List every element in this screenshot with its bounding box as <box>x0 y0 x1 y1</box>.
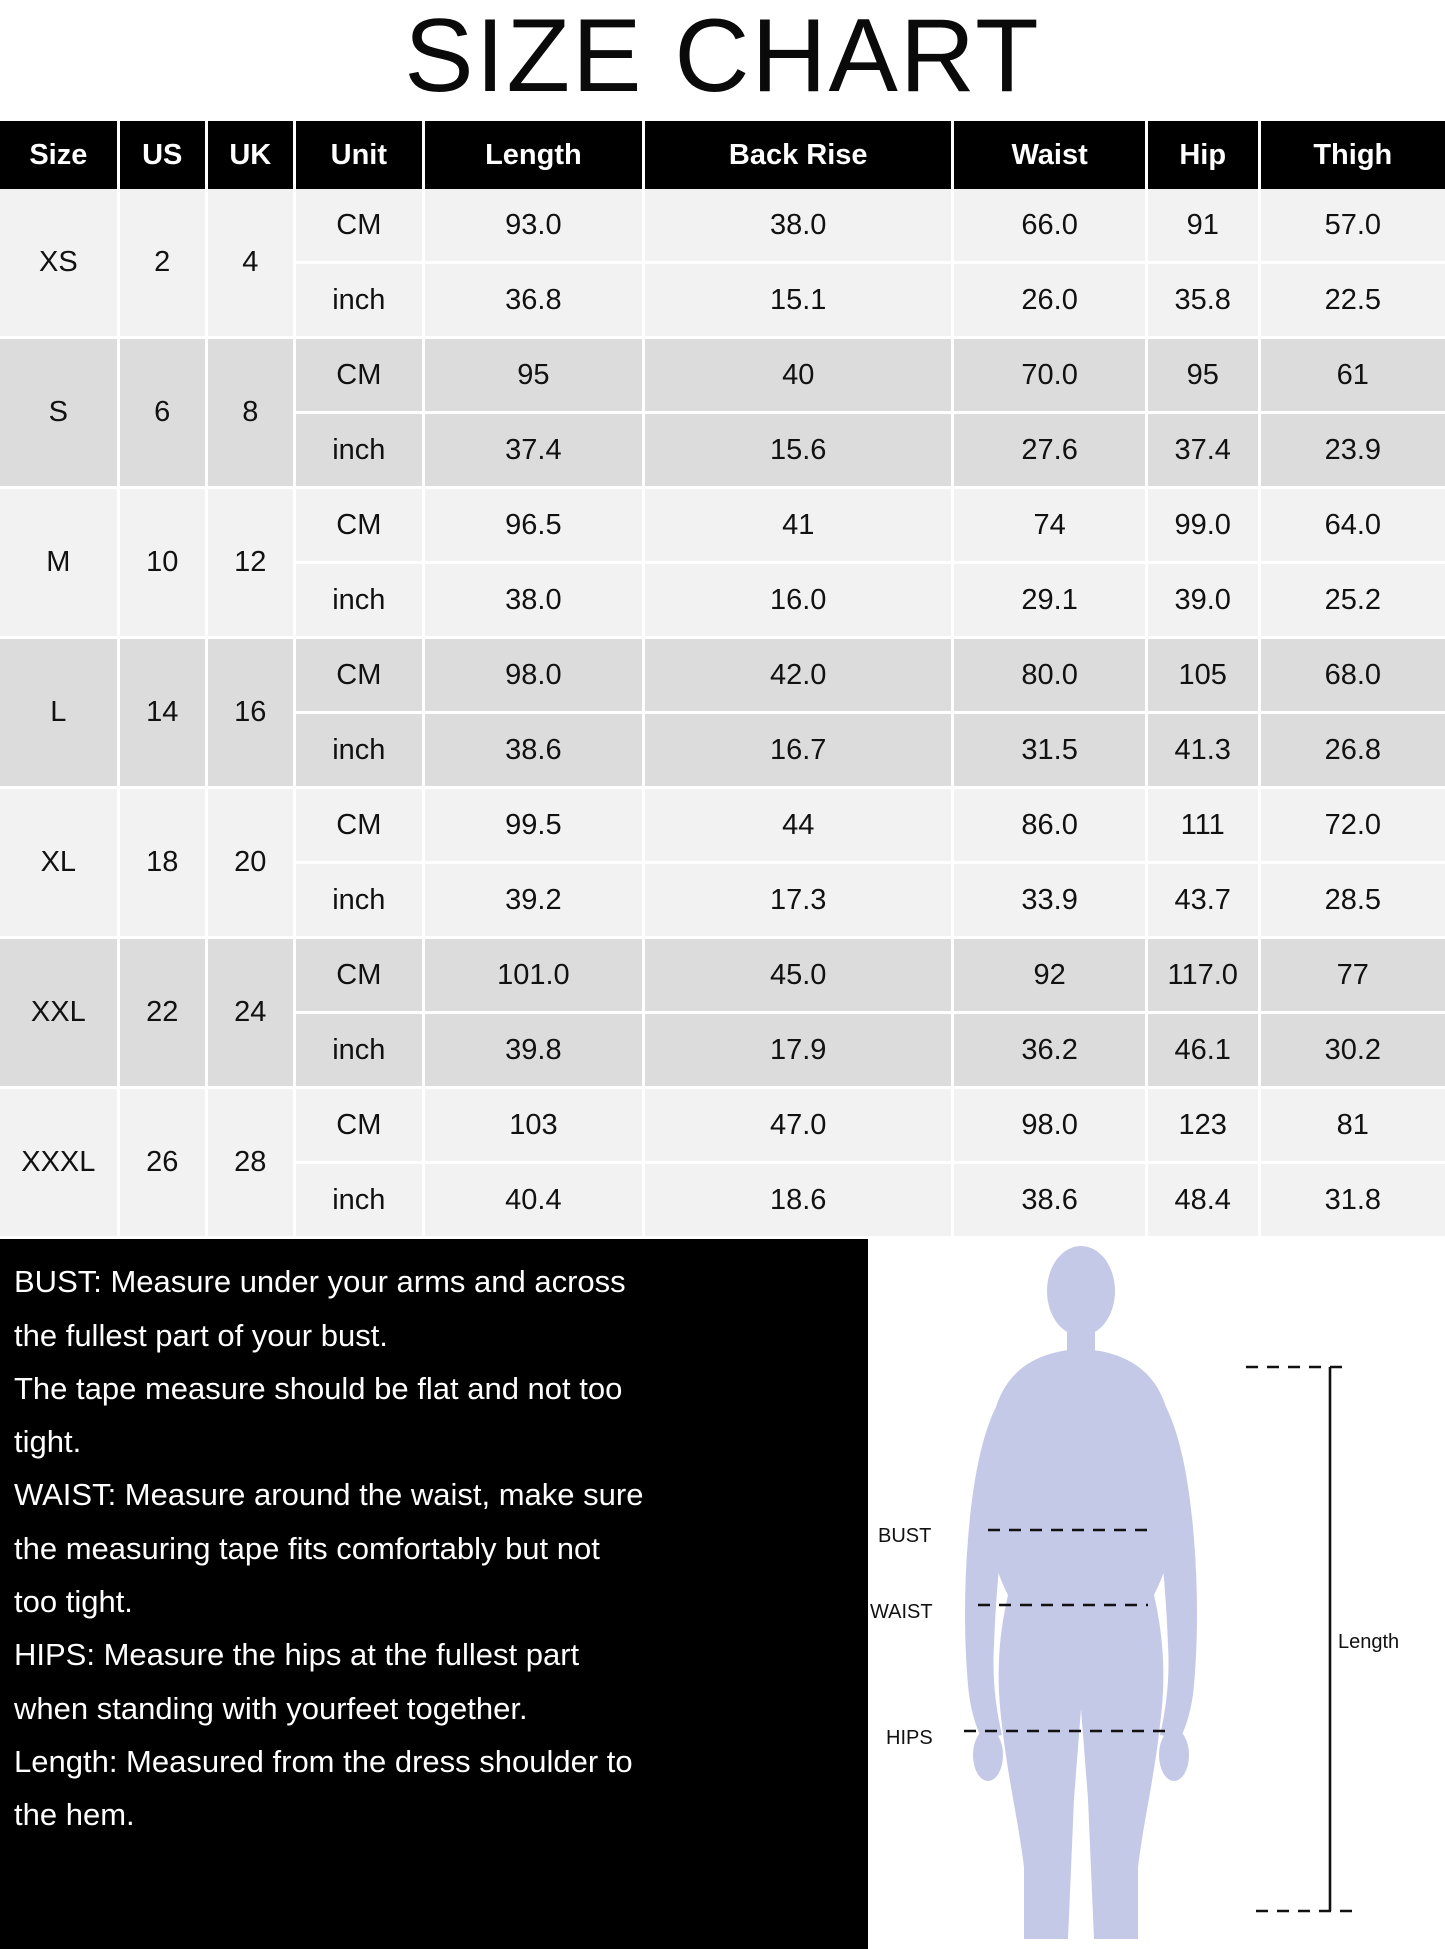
cell-length: 99.5 <box>423 788 643 863</box>
table-header-row <box>0 121 1445 189</box>
cell-waist: 86.0 <box>953 788 1146 863</box>
header-hip: Hip <box>1146 121 1259 189</box>
cell-us: 26 <box>118 1088 206 1238</box>
cell-hip: 35.8 <box>1146 263 1259 338</box>
cell-back-rise: 17.9 <box>644 1013 953 1088</box>
cell-waist: 80.0 <box>953 638 1146 713</box>
cell-hip: 39.0 <box>1146 563 1259 638</box>
cell-hip: 91 <box>1146 189 1259 263</box>
header-back-rise: Back Rise <box>644 121 953 189</box>
cell-uk: 8 <box>206 338 294 488</box>
cell-unit: CM <box>294 1088 423 1163</box>
cell-length: 96.5 <box>423 488 643 563</box>
size-chart-table <box>0 121 1445 1239</box>
note-line: Length: Measured from the dress shoulder to <box>14 1744 633 1779</box>
cell-back-rise: 15.1 <box>644 263 953 338</box>
cell-uk: 28 <box>206 1088 294 1238</box>
cell-size: XL <box>0 788 118 938</box>
cell-size: L <box>0 638 118 788</box>
cell-waist: 66.0 <box>953 189 1146 263</box>
cell-length: 40.4 <box>423 1163 643 1238</box>
cell-us: 10 <box>118 488 206 638</box>
cell-length: 93.0 <box>423 189 643 263</box>
cell-waist: 26.0 <box>953 263 1146 338</box>
cell-back-rise: 16.7 <box>644 713 953 788</box>
cell-us: 22 <box>118 938 206 1088</box>
cell-thigh: 61 <box>1259 338 1445 413</box>
cell-back-rise: 47.0 <box>644 1088 953 1163</box>
header-size: Size <box>0 121 118 189</box>
table-row <box>0 189 1445 263</box>
cell-hip: 48.4 <box>1146 1163 1259 1238</box>
note-line: WAIST: Measure around the waist, make sure <box>14 1477 644 1513</box>
cell-thigh: 72.0 <box>1259 788 1445 863</box>
cell-uk: 4 <box>206 189 294 338</box>
cell-waist: 29.1 <box>953 563 1146 638</box>
cell-length: 39.2 <box>423 863 643 938</box>
cell-thigh: 25.2 <box>1259 563 1445 638</box>
cell-unit: CM <box>294 189 423 263</box>
label-length: Length <box>1338 1631 1400 1654</box>
cell-back-rise: 40 <box>644 338 953 413</box>
cell-back-rise: 15.6 <box>644 413 953 488</box>
table-row <box>0 338 1445 413</box>
note-line: tight. <box>14 1424 82 1460</box>
header-waist: Waist <box>953 121 1146 189</box>
cell-hip: 41.3 <box>1146 713 1259 788</box>
cell-unit: CM <box>294 938 423 1013</box>
cell-unit: CM <box>294 788 423 863</box>
cell-back-rise: 42.0 <box>644 638 953 713</box>
cell-unit: CM <box>294 638 423 713</box>
header-us: US <box>118 121 206 189</box>
cell-uk: 16 <box>206 638 294 788</box>
cell-thigh: 77 <box>1259 938 1445 1013</box>
cell-unit: inch <box>294 263 423 338</box>
cell-us: 14 <box>118 638 206 788</box>
cell-back-rise: 41 <box>644 488 953 563</box>
table-row <box>0 938 1445 1013</box>
table-row <box>0 488 1445 563</box>
cell-length: 36.8 <box>423 263 643 338</box>
cell-back-rise: 38.0 <box>644 189 953 263</box>
cell-unit: CM <box>294 488 423 563</box>
cell-waist: 70.0 <box>953 338 1146 413</box>
header-thigh: Thigh <box>1259 121 1445 189</box>
cell-waist: 98.0 <box>953 1088 1146 1163</box>
cell-waist: 36.2 <box>953 1013 1146 1088</box>
cell-hip: 105 <box>1146 638 1259 713</box>
cell-size: XXXL <box>0 1088 118 1238</box>
cell-back-rise: 18.6 <box>644 1163 953 1238</box>
cell-waist: 33.9 <box>953 863 1146 938</box>
cell-length: 98.0 <box>423 638 643 713</box>
label-waist: WAIST <box>870 1601 933 1624</box>
cell-length: 38.0 <box>423 563 643 638</box>
cell-us: 2 <box>118 189 206 338</box>
cell-thigh: 28.5 <box>1259 863 1445 938</box>
note-line: The tape measure should be flat and not too <box>14 1370 623 1406</box>
cell-us: 18 <box>118 788 206 938</box>
cell-thigh: 30.2 <box>1259 1013 1445 1088</box>
bottom-section <box>0 1239 1445 1949</box>
note-line: the fullest part of your bust. <box>14 1317 388 1353</box>
cell-hip: 95 <box>1146 338 1259 413</box>
cell-unit: inch <box>294 863 423 938</box>
cell-unit: CM <box>294 338 423 413</box>
cell-hip: 43.7 <box>1146 863 1259 938</box>
table-row <box>0 788 1445 863</box>
cell-thigh: 64.0 <box>1259 488 1445 563</box>
cell-back-rise: 17.3 <box>644 863 953 938</box>
header-length: Length <box>423 121 643 189</box>
cell-length: 95 <box>423 338 643 413</box>
table-row <box>0 1088 1445 1163</box>
cell-waist: 27.6 <box>953 413 1146 488</box>
cell-thigh: 68.0 <box>1259 638 1445 713</box>
cell-unit: inch <box>294 413 423 488</box>
header-uk: UK <box>206 121 294 189</box>
cell-uk: 24 <box>206 938 294 1088</box>
note-line: too tight. <box>14 1584 133 1620</box>
note-line: the measuring tape fits comfortably but not <box>14 1530 600 1566</box>
note-line: when standing with yourfeet together. <box>14 1690 528 1726</box>
cell-unit: inch <box>294 1013 423 1088</box>
cell-hip: 46.1 <box>1146 1013 1259 1088</box>
cell-size: S <box>0 338 118 488</box>
header-unit: Unit <box>294 121 423 189</box>
cell-length: 101.0 <box>423 938 643 1013</box>
body-figure-icon <box>868 1239 1445 1949</box>
cell-length: 39.8 <box>423 1013 643 1088</box>
cell-size: XS <box>0 189 118 338</box>
note-line: BUST: Measure under your arms and across <box>14 1264 626 1300</box>
cell-waist: 74 <box>953 488 1146 563</box>
cell-uk: 20 <box>206 788 294 938</box>
note-line: the hem. <box>14 1797 135 1833</box>
cell-length: 38.6 <box>423 713 643 788</box>
cell-unit: inch <box>294 563 423 638</box>
cell-back-rise: 44 <box>644 788 953 863</box>
cell-size: XXL <box>0 938 118 1088</box>
cell-thigh: 57.0 <box>1259 189 1445 263</box>
cell-hip: 99.0 <box>1146 488 1259 563</box>
cell-thigh: 81 <box>1259 1088 1445 1163</box>
table-row <box>0 638 1445 713</box>
label-hips: HIPS <box>886 1727 933 1750</box>
label-bust: BUST <box>878 1525 932 1548</box>
cell-unit: inch <box>294 1163 423 1238</box>
cell-length: 37.4 <box>423 413 643 488</box>
cell-unit: inch <box>294 713 423 788</box>
cell-thigh: 23.9 <box>1259 413 1445 488</box>
measurement-instructions <box>0 1239 868 1949</box>
cell-hip: 111 <box>1146 788 1259 863</box>
cell-waist: 38.6 <box>953 1163 1146 1238</box>
cell-thigh: 31.8 <box>1259 1163 1445 1238</box>
measurement-diagram <box>868 1239 1445 1949</box>
cell-hip: 117.0 <box>1146 938 1259 1013</box>
cell-uk: 12 <box>206 488 294 638</box>
cell-hip: 37.4 <box>1146 413 1259 488</box>
cell-back-rise: 16.0 <box>644 563 953 638</box>
cell-waist: 92 <box>953 938 1146 1013</box>
cell-length: 103 <box>423 1088 643 1163</box>
cell-back-rise: 45.0 <box>644 938 953 1013</box>
cell-thigh: 22.5 <box>1259 263 1445 338</box>
cell-size: M <box>0 488 118 638</box>
cell-thigh: 26.8 <box>1259 713 1445 788</box>
page-title: SIZE CHART <box>404 0 1041 114</box>
cell-waist: 31.5 <box>953 713 1146 788</box>
cell-us: 6 <box>118 338 206 488</box>
cell-hip: 123 <box>1146 1088 1259 1163</box>
note-line: HIPS: Measure the hips at the fullest part <box>14 1637 580 1673</box>
